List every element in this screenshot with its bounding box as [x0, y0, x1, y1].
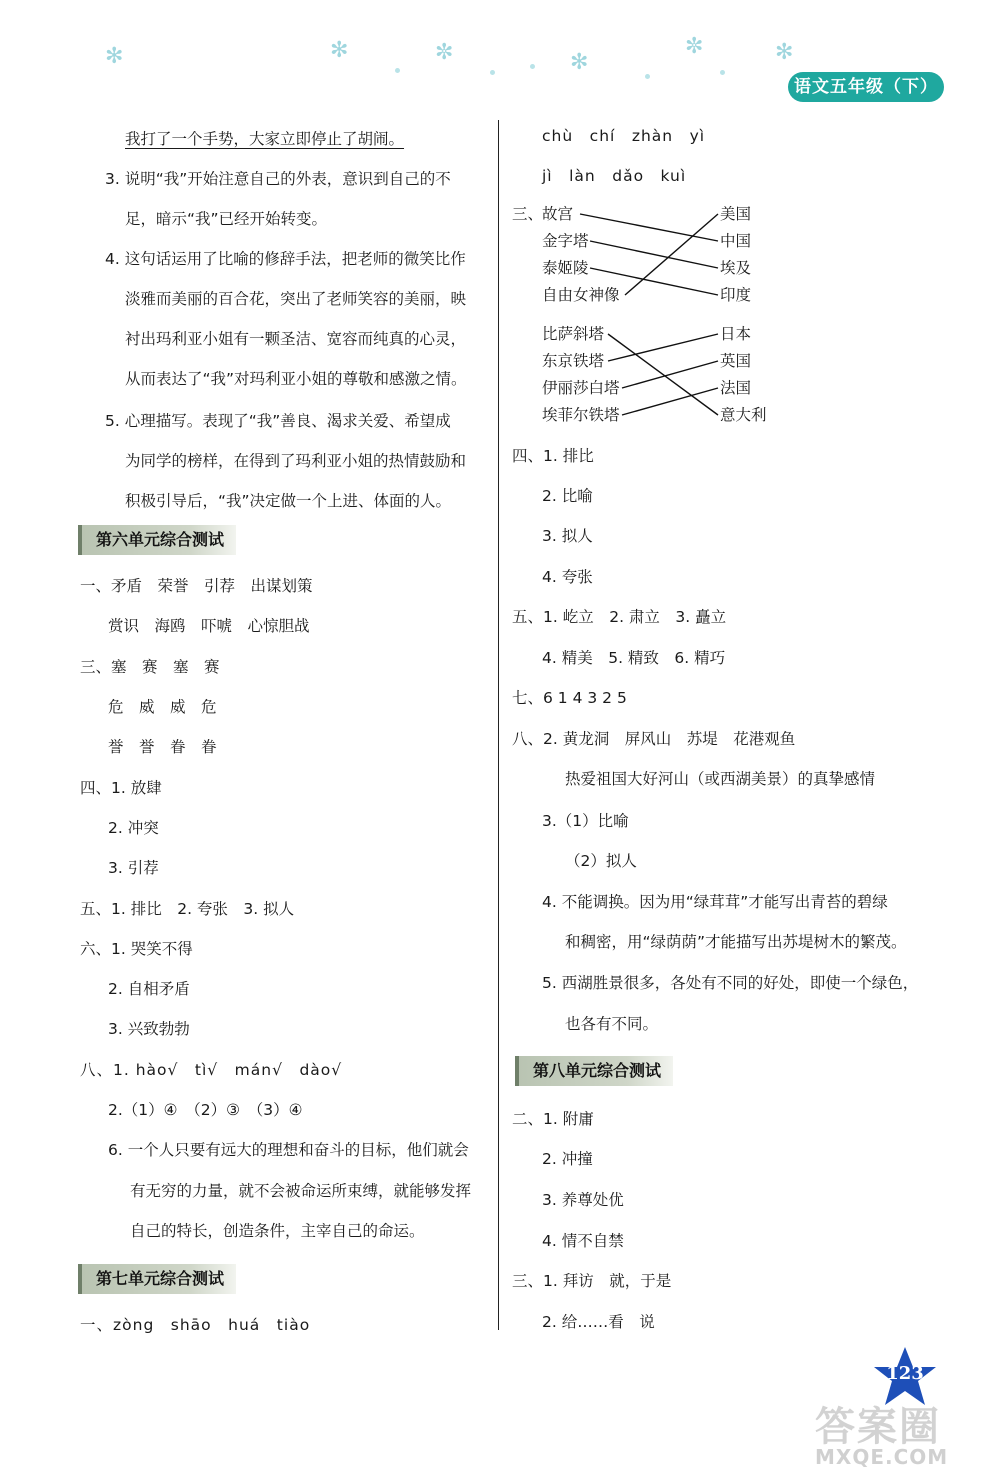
- answer-line: 2. 冲突: [108, 819, 159, 837]
- snowflake-icon: ✻: [570, 50, 589, 75]
- match-right-item: 埃及: [720, 259, 752, 277]
- answer-line: 3. 养尊处优: [542, 1191, 624, 1209]
- match-left-item: 东京铁塔: [542, 352, 605, 370]
- section-header-unit8: 第八单元综合测试: [515, 1056, 673, 1086]
- answer-line: 四、1. 排比: [512, 447, 594, 465]
- answer-line: 誉 誉 眷 眷: [108, 738, 217, 756]
- match-left-item: 故宫: [542, 205, 574, 223]
- grade-tag: 语文五年级（下）: [788, 72, 944, 102]
- match-right-item: 美国: [720, 205, 752, 223]
- answer-line: 五、1. 排比 2. 夸张 3. 拟人: [80, 900, 295, 918]
- answer-line: 3. 说明“我”开始注意自己的外表，意识到自己的不: [105, 170, 451, 188]
- snowflake-icon: ✻: [775, 40, 794, 65]
- answer-line: 为同学的榜样，在得到了玛利亚小姐的热情鼓励和: [125, 452, 467, 470]
- answer-line: 淡雅而美丽的百合花，突出了老师笑容的美丽，映: [125, 290, 467, 308]
- match-left-item: 比萨斜塔: [542, 325, 605, 343]
- answer-line: （2）拟人: [565, 852, 637, 870]
- answer-line: 也各有不同。: [565, 1015, 659, 1033]
- answer-line: 六、1. 哭笑不得: [80, 940, 193, 958]
- watermark-text: 答案圈: [815, 1404, 941, 1450]
- answer-line: 4. 不能调换。因为用“绿茸茸”才能写出青苔的碧绿: [542, 893, 888, 911]
- match-right-item: 意大利: [720, 406, 767, 424]
- snowflake-icon: ✼: [435, 40, 454, 65]
- answer-line: 5. 西湖胜景很多，各处有不同的好处，即使一个绿色，: [542, 974, 919, 992]
- answer-line: 3.（1）比喻: [542, 812, 629, 830]
- matching-lines: [530, 200, 730, 430]
- match-line: [608, 334, 718, 361]
- answer-line: 三、塞 赛 塞 赛: [80, 658, 220, 676]
- answer-line: 3. 引荐: [108, 859, 159, 877]
- section-header-unit6: 第六单元综合测试: [78, 525, 236, 555]
- answer-line: 4. 这句话运用了比喻的修辞手法，把老师的微笑比作: [105, 250, 466, 268]
- match-line: [622, 388, 718, 415]
- answer-line: 3. 兴致勃勃: [108, 1020, 190, 1038]
- match-left-item: 伊丽莎白塔: [542, 379, 620, 397]
- answer-line: 2. 冲撞: [542, 1150, 593, 1168]
- answer-line: 一、zòng shāo huá tiào: [80, 1316, 311, 1334]
- snowflake-icon: ✻: [105, 44, 124, 69]
- answer-line: 4. 夸张: [542, 568, 593, 586]
- answer-line: 七、6 1 4 3 2 5: [512, 689, 627, 707]
- answer-line: 衬出玛利亚小姐有一颗圣洁、宽容而纯真的心灵，: [125, 330, 467, 348]
- answer-line: 2. 给……看 说: [542, 1313, 655, 1331]
- answer-line: 2. 自相矛盾: [108, 980, 190, 998]
- answer-line: 二、1. 附庸: [512, 1110, 594, 1128]
- answer-line: 我打了一个手势，大家立即停止了胡闹。: [125, 130, 405, 148]
- section-header-unit7: 第七单元综合测试: [78, 1264, 236, 1294]
- match-left-item: 自由女神像: [542, 286, 620, 304]
- answer-line: 4. 情不自禁: [542, 1232, 624, 1250]
- answer-line: 从而表达了“我”对玛利亚小姐的尊敬和感激之情。: [125, 370, 467, 388]
- answer-line: 有无穷的力量，就不会被命运所束缚，就能够发挥: [130, 1182, 472, 1200]
- match-line: [590, 268, 718, 295]
- match-line: [622, 361, 718, 388]
- page-number: 123: [886, 1363, 924, 1384]
- match-right-item: 印度: [720, 286, 752, 304]
- answer-line: 四、1. 放肆: [80, 779, 162, 797]
- answer-line: 三、: [512, 205, 544, 223]
- answer-line: 3. 拟人: [542, 527, 593, 545]
- answer-line: 2. 比喻: [542, 487, 593, 505]
- answer-line: jì làn dǎo kuì: [542, 167, 687, 185]
- answer-line: 热爱祖国大好河山（或西湖美景）的真挚感情: [565, 770, 876, 788]
- answer-line: 和稠密，用“绿荫荫”才能描写出苏堤树木的繁茂。: [565, 933, 907, 951]
- match-right-item: 法国: [720, 379, 752, 397]
- watermark-url: MXQE.COM: [815, 1445, 949, 1469]
- snowflake-icon: ✻: [330, 38, 349, 63]
- answer-line: 一、矛盾 荣誉 引荐 出谋划策: [80, 577, 313, 595]
- answer-line: 八、1. hào√ tì√ mán√ dào√: [80, 1061, 343, 1079]
- snowflake-icon: ✼: [685, 34, 704, 59]
- answer-line: 5. 心理描写。表现了“我”善良、渴求关爱、希望成: [105, 412, 451, 430]
- match-right-item: 英国: [720, 352, 752, 370]
- match-line: [590, 241, 718, 268]
- answer-line: 2.（1）④ （2）③ （3）④: [108, 1101, 303, 1119]
- answer-line: 危 威 威 危: [108, 698, 217, 716]
- watermark-logo: [815, 1395, 995, 1473]
- answer-line: 自己的特长，创造条件，主宰自己的命运。: [130, 1222, 425, 1240]
- answer-line: 赏识 海鸥 吓唬 心惊胆战: [108, 617, 310, 635]
- answer-line: 4. 精美 5. 精致 6. 精巧: [542, 649, 726, 667]
- answer-line: 足，暗示“我”已经开始转变。: [125, 210, 328, 228]
- match-right-item: 中国: [720, 232, 752, 250]
- match-right-item: 日本: [720, 325, 752, 343]
- answer-line: 五、1. 屹立 2. 肃立 3. 矗立: [512, 608, 727, 626]
- match-line: [580, 214, 718, 241]
- answer-line: 6. 一个人只要有远大的理想和奋斗的目标，他们就会: [108, 1141, 469, 1159]
- answer-line: 积极引导后，“我”决定做一个上进、体面的人。: [125, 492, 452, 510]
- column-divider: [498, 120, 499, 1330]
- answer-line: 三、1. 拜访 就，于是: [512, 1272, 672, 1290]
- match-left-item: 泰姬陵: [542, 259, 589, 277]
- match-left-item: 埃菲尔铁塔: [542, 406, 620, 424]
- match-left-item: 金字塔: [542, 232, 589, 250]
- answer-line: 八、2. 黄龙洞 屏风山 苏堤 花港观鱼: [512, 730, 796, 748]
- header-snowflake-decoration: [60, 30, 794, 90]
- answer-line: chù chí zhàn yì: [542, 127, 706, 145]
